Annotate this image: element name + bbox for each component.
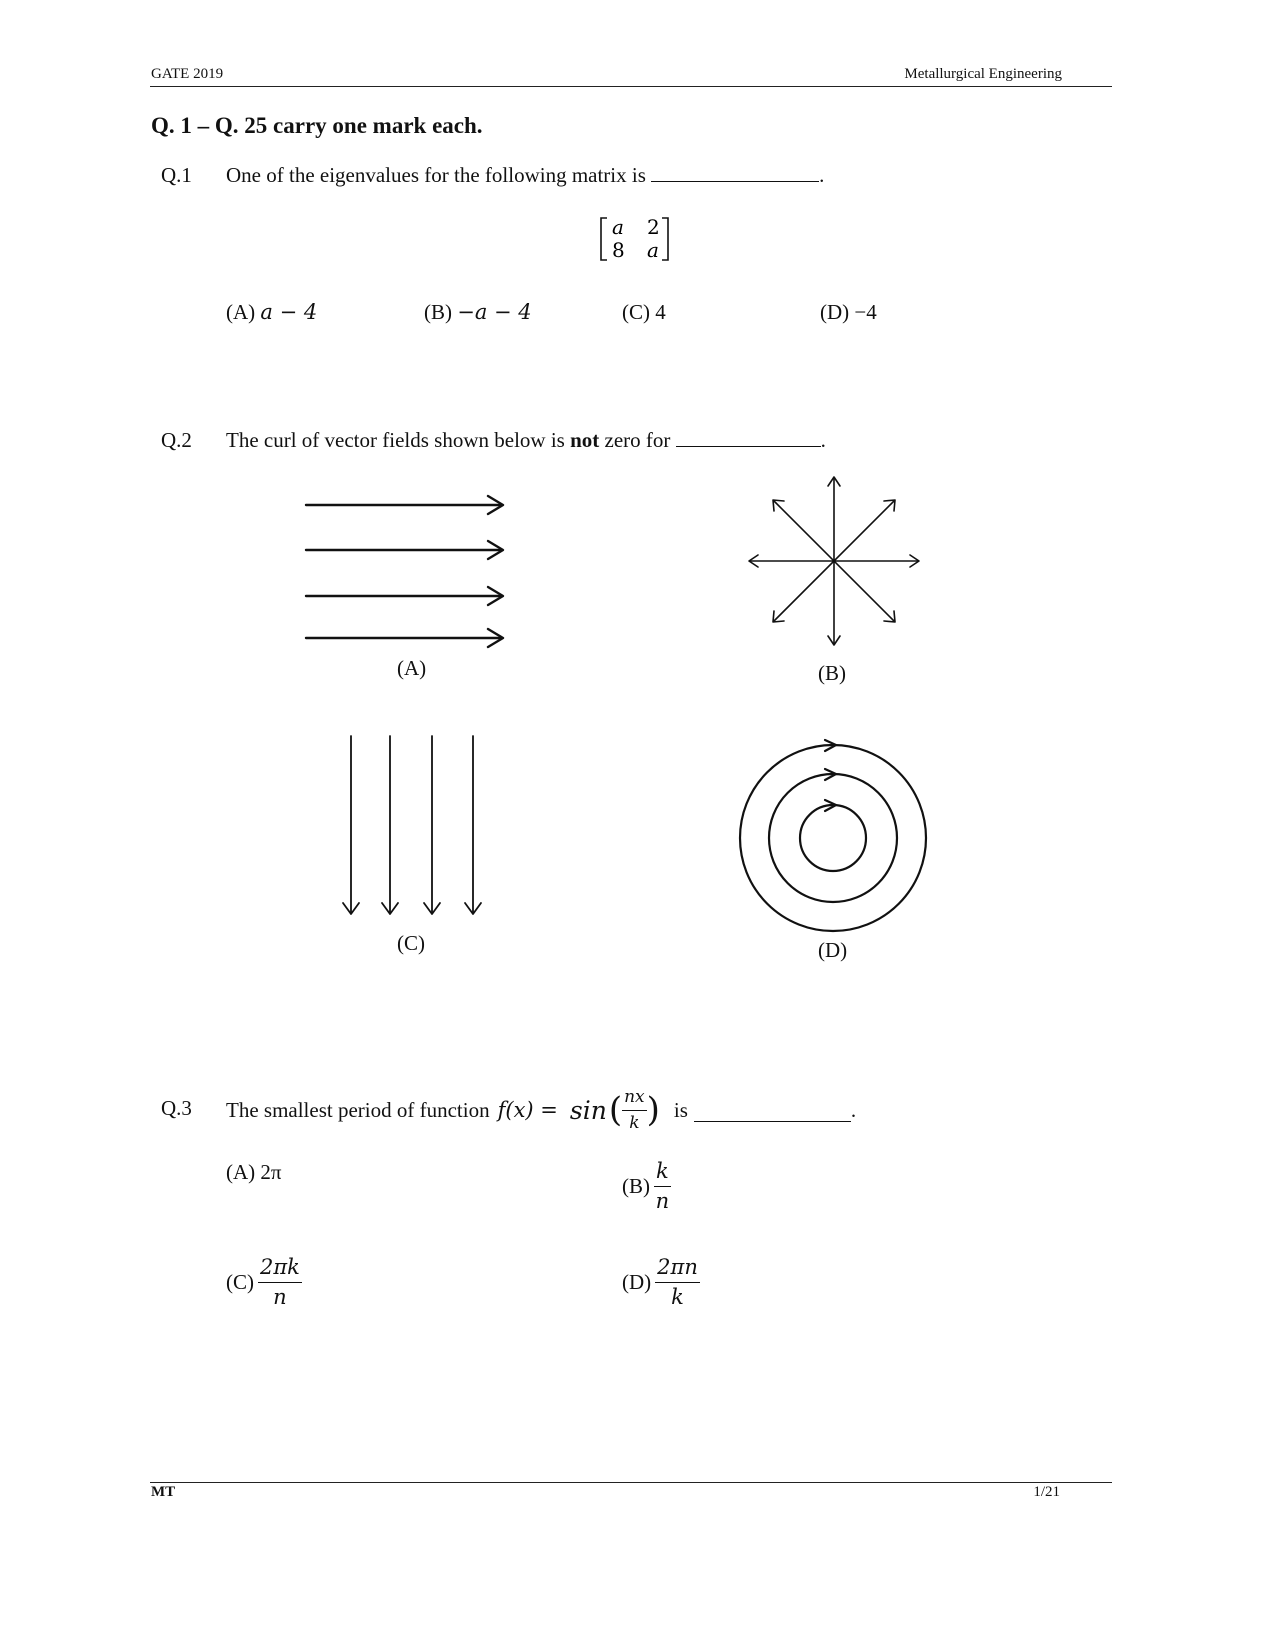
q1-option-a [226,300,317,325]
footer-rule [150,1482,1112,1483]
matrix-right-bracket [662,218,668,260]
q1-answer-blank [651,181,819,182]
q3-option-c-label: (C) [226,1270,254,1295]
q3-text-body: The smallest period of function [226,1097,490,1122]
q1-option-a-label: (A) [226,300,256,324]
figure-d-label: (D) [818,938,848,962]
figure-c-label: (C) [397,931,425,955]
q1-matrix [598,216,678,262]
q3-is: is [673,1097,688,1122]
q3-option-d [622,1256,700,1309]
footer-page-number: 1/21 [1033,1484,1060,1500]
figure-b-label: (B) [818,661,846,685]
figure-a-label: (A) [397,656,427,680]
q1-text-body: One of the eigenvalues for the following matrix is [226,163,646,187]
figure-b-radial-field [744,474,924,650]
q2-text-before: The curl of vector fields shown below is [226,428,571,452]
q3-option-d-den: k [671,1285,684,1310]
q3-text: The smallest period of function f(x) = sin ( $\frac{nx}{k}$ ) is . [226,1087,857,1133]
footer-paper-code: MT [151,1484,176,1500]
q1-option-c: (C) 4 [622,300,666,324]
q3-func-lhs: f(x) = [497,1098,558,1123]
q2-text: The curl of vector fields shown below is not zero for . [226,428,826,452]
matrix-left-bracket [601,218,607,260]
q3-answer-blank [694,1121,851,1122]
q3-option-b [622,1160,671,1213]
q3-option-b-label: (B) [622,1174,650,1199]
q3-option-c-num: 2πk [258,1256,302,1283]
header-rule [150,86,1112,87]
q3-option-b-den: n [655,1189,670,1214]
q1-option-b [424,300,532,325]
q3-option-c [226,1256,302,1309]
q3-option-a: (A) 2π [226,1160,282,1184]
q3-option-c-fraction [258,1256,302,1309]
matrix-r1c2: 2 [647,215,660,239]
q1-number: Q.1 [161,163,192,187]
q3-option-b-fraction [654,1160,671,1213]
matrix-r1c1: a [612,215,624,239]
section-title: Q. 1 – Q. 25 carry one mark each. [151,113,483,138]
q3-func-sin: sin [569,1095,607,1125]
q1-text: One of the eigenvalues for the following matrix is . [226,163,825,187]
figure-c-uniform-field [340,733,490,918]
q1-option-d: (D) −4 [820,300,877,324]
q3-number: Q.3 [161,1096,192,1120]
q2-text-bold: not [570,428,600,452]
q3-option-d-num: 2πn [655,1256,700,1283]
q3-option-d-label: (D) [622,1270,652,1295]
q3-option-c-den: n [273,1285,287,1310]
q2-answer-blank [676,446,821,447]
figure-d-circular-field [736,740,932,936]
q3-option-b-num: k [654,1160,671,1187]
header-subject: Metallurgical Engineering [904,66,1062,82]
q1-option-a-value: a − 4 [260,300,318,324]
figure-a-uniform-field [300,495,510,645]
q2-number: Q.2 [161,428,192,452]
matrix-r2c2: a [647,238,659,262]
q3-paren-open: ( [608,1090,623,1131]
q3-option-d-fraction [655,1256,700,1309]
header-exam: GATE 2019 [151,66,224,82]
q3-frac-den: k [629,1112,640,1133]
q1-option-b-value: −a − 4 [457,300,532,324]
q3-func-fraction [622,1088,647,1132]
q3-paren-close: ) [646,1090,660,1131]
q3-frac-num: nx [622,1088,647,1111]
q2-text-after: zero for [599,428,671,452]
matrix-r2c1: 8 [612,238,625,262]
q1-option-b-label: (B) [424,300,452,324]
